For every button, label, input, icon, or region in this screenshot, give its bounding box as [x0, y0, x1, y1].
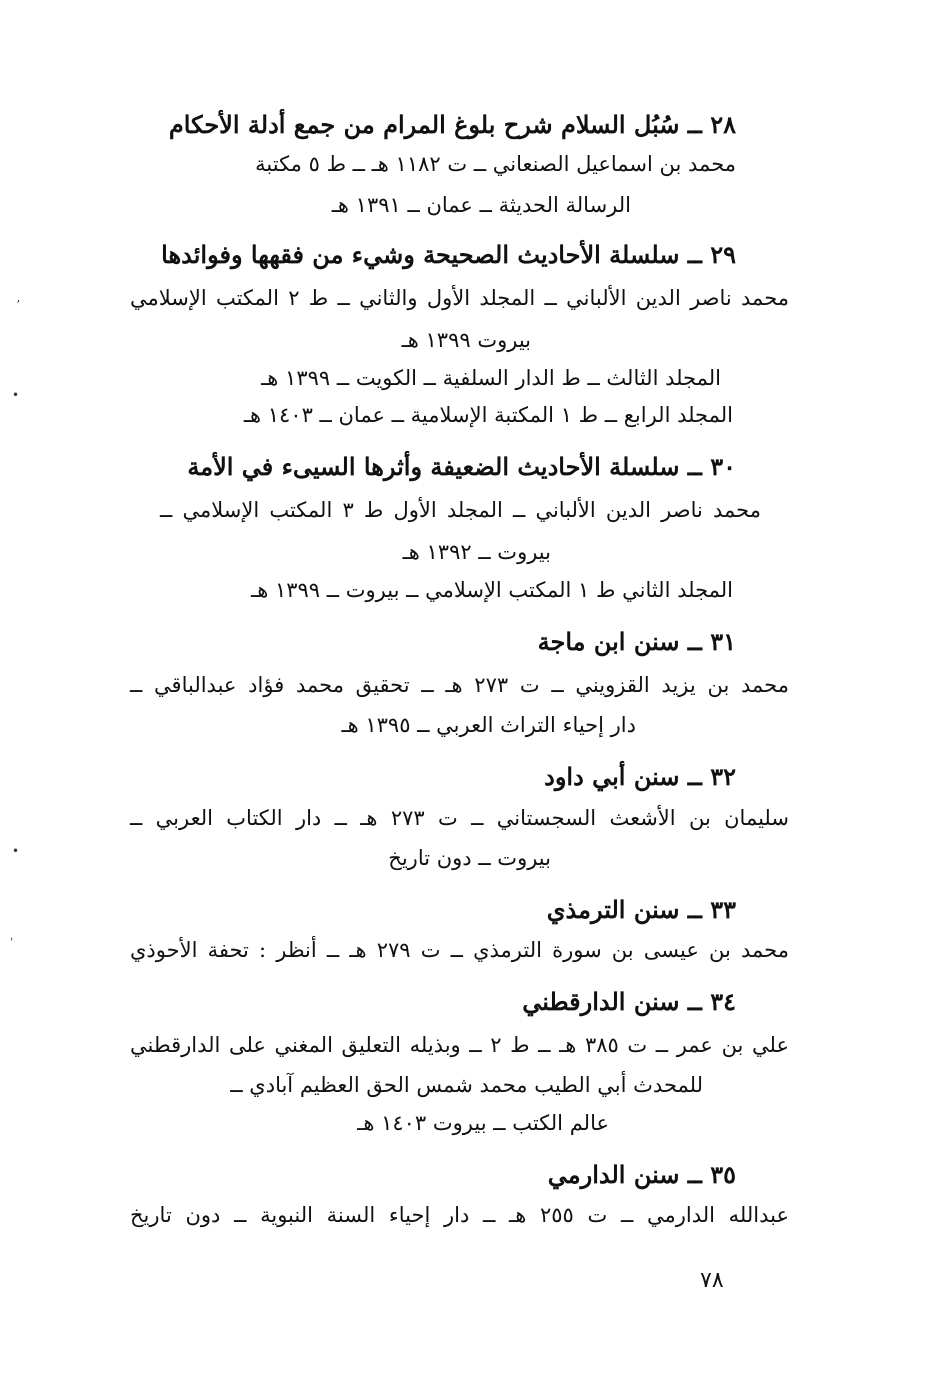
entry-29-line-4: المجلد الرابع ــ ط ١ المكتبة الإسلامية ــ عمان ــ ١٤٠٣ هـ: [243, 403, 733, 427]
entry-28-title: ٢٨ ــ سُبُل السلام شرح بلوغ المرام من جمع أدلة الأحكام: [168, 110, 736, 139]
entry-33-title: ٣٣ ــ سنن الترمذي: [546, 895, 736, 924]
entry-34-line-2: للمحدث أبي الطيب محمد شمس الحق العظيم آبادي ــ: [230, 1073, 703, 1097]
entry-29-line-2: بيروت ١٣٩٩ هـ: [401, 328, 531, 352]
entry-31-title: ٣١ ــ سنن ابن ماجة: [537, 627, 736, 656]
entry-30-title: ٣٠ ــ سلسلة الأحاديث الضعيفة وأثرها السيىء في الأمة: [187, 452, 736, 481]
entry-28-line-1: محمد بن اسماعيل الصنعاني ــ ت ١١٨٢ هـ ــ ط ٥ مكتبة: [255, 152, 736, 176]
entry-30-line-2: بيروت ــ ١٣٩٢ هـ: [402, 540, 551, 564]
entry-32-title: ٣٢ ــ سنن أبي داود: [544, 762, 736, 791]
scan-mark: •: [12, 388, 20, 402]
entry-30-line-3: المجلد الثاني ط ١ المكتب الإسلامي ــ بيروت ــ ١٣٩٩ هـ: [251, 578, 733, 602]
entry-33-line-1: محمد بن عيسى بن سورة الترمذي ــ ت ٢٧٩ هـ ــ أنظر : تحفة الأحوذي: [130, 938, 789, 962]
entry-35-title: ٣٥ ــ سنن الدارمي: [547, 1160, 736, 1189]
entry-31-line-1: محمد بن يزيد القزويني ــ ت ٢٧٣ هـ ــ تحقيق محمد فؤاد عبدالباقي ــ: [130, 673, 789, 697]
entry-34-line-1: علي بن عمر ــ ت ٣٨٥ هـ ــ ط ٢ ــ وبذيله التعليق المغني على الدارقطني: [130, 1033, 790, 1057]
entry-29-title: ٢٩ ــ سلسلة الأحاديث الصحيحة وشيء من فقهها وفوائدها: [161, 240, 736, 269]
scan-mark: ʼ: [16, 298, 20, 312]
entry-29-line-3: المجلد الثالث ــ ط الدار السلفية ــ الكويت ــ ١٣٩٩ هـ: [261, 366, 721, 390]
entry-30-line-1: محمد ناصر الدين الألباني ــ المجلد الأول ط ٣ المكتب الإسلامي ــ: [160, 498, 761, 522]
page-number: ٧٨: [700, 1268, 724, 1293]
entry-29-line-1: محمد ناصر الدين الألباني ــ المجلد الأول والثاني ــ ط ٢ المكتب الإسلامي: [130, 286, 789, 310]
entry-35-line-1: عبدالله الدارمي ــ ت ٢٥٥ هـ ــ دار إحياء السنة النبوية ــ دون تاريخ: [130, 1203, 790, 1227]
entry-28-line-2: الرسالة الحديثة ــ عمان ــ ١٣٩١ هـ: [331, 193, 631, 217]
entry-32-line-2: بيروت ــ دون تاريخ: [388, 846, 551, 870]
scan-mark: •: [12, 844, 20, 858]
entry-34-line-3: عالم الكتب ــ بيروت ١٤٠٣ هـ: [357, 1111, 609, 1135]
scan-mark: ˈ: [10, 936, 14, 950]
entry-34-title: ٣٤ ــ سنن الدارقطني: [522, 987, 736, 1016]
entry-32-line-1: سليمان بن الأشعث السجستاني ــ ت ٢٧٣ هـ ــ دار الكتاب العربي ــ: [130, 806, 789, 830]
entry-31-line-2: دار إحياء التراث العربي ــ ١٣٩٥ هـ: [341, 713, 636, 737]
